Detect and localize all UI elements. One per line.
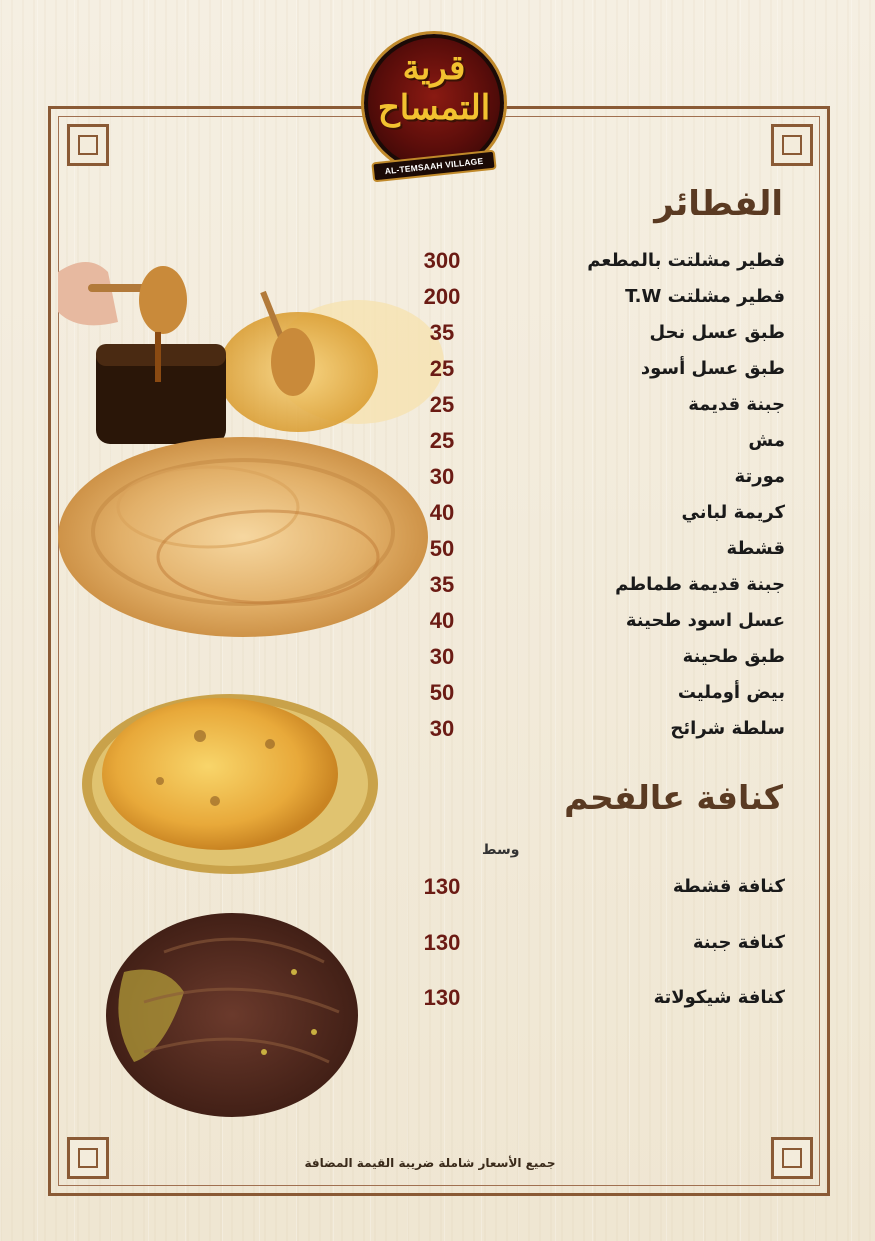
item-price: 30: [429, 644, 455, 669]
menu-item: [423, 983, 785, 1013]
menu-item: [429, 318, 785, 348]
item-price: 25: [429, 392, 455, 417]
section-title-feteer: الفطائر: [654, 184, 783, 224]
menu-item: [429, 390, 785, 420]
frame-corner-ornament: [67, 124, 109, 166]
item-price: 300: [423, 248, 461, 273]
item-name: فطير مشلتت بالمطعم: [587, 250, 785, 271]
item-price: 130: [423, 874, 461, 899]
item-price: 25: [429, 428, 455, 453]
menu-item: [429, 426, 785, 456]
item-price: 30: [429, 716, 455, 741]
menu-item: [429, 462, 785, 492]
footer-tax-note: جميع الأسعار شاملة ضريبة القيمة المضافة: [304, 1156, 556, 1170]
item-name: سلطة شرائح: [670, 718, 785, 739]
chocolate-kunafa-photo: [104, 912, 360, 1118]
item-name: مورتة: [734, 466, 785, 487]
item-name: جبنة قديمة: [688, 394, 785, 415]
menu-item: [429, 498, 785, 528]
item-price: 200: [423, 284, 461, 309]
logo-arabic-lettering: قرية التمساح: [377, 48, 491, 128]
item-name: طبق عسل نحل: [649, 322, 785, 343]
menu-item: [429, 714, 785, 744]
menu-item: [429, 606, 785, 636]
item-name: قشطة: [726, 538, 785, 559]
menu-item: [429, 642, 785, 672]
item-name: فطير مشلتت T.W: [625, 286, 785, 307]
item-name: عسل اسود طحينة: [625, 610, 785, 631]
frame-corner-ornament: [771, 1137, 813, 1179]
logo-english-text: AL-TEMSAAH VILLAGE: [384, 155, 484, 177]
item-price: 40: [429, 500, 455, 525]
item-name: كريمة لباني: [681, 502, 785, 523]
item-name: كنافة جبنة: [692, 932, 785, 953]
section-title-kunafa: كنافة عالفحم: [564, 778, 783, 817]
menu-item: [429, 570, 785, 600]
egg-feteer-photo: [80, 686, 380, 876]
menu-item: [429, 678, 785, 708]
item-price: 130: [423, 985, 461, 1010]
item-name: طبق عسل أسود: [640, 358, 785, 379]
item-price: 35: [429, 320, 455, 345]
frame-corner-ornament: [771, 124, 813, 166]
item-name: كنافة قشطة: [672, 876, 785, 897]
menu-item: [423, 246, 785, 276]
item-name: بيض أومليت: [677, 682, 785, 703]
item-price: 35: [429, 572, 455, 597]
menu-item: [423, 872, 785, 902]
frame-corner-ornament: [67, 1137, 109, 1179]
menu-item: [429, 534, 785, 564]
restaurant-logo: [358, 28, 510, 178]
item-name: طبق طحينة: [682, 646, 785, 667]
item-name: جبنة قديمة طماطم: [615, 574, 785, 595]
size-column-label: وسط: [482, 842, 520, 858]
menu-item: [429, 354, 785, 384]
item-price: 25: [429, 356, 455, 381]
menu-item: [423, 282, 785, 312]
item-price: 30: [429, 464, 455, 489]
item-price: 40: [429, 608, 455, 633]
item-price: 50: [429, 536, 455, 561]
item-price: 50: [429, 680, 455, 705]
item-name: كنافة شيكولاتة: [653, 987, 785, 1008]
menu-item: [423, 928, 785, 958]
item-price: 130: [423, 930, 461, 955]
item-name: مش: [748, 430, 785, 451]
honey-feteer-photo: [58, 232, 448, 642]
